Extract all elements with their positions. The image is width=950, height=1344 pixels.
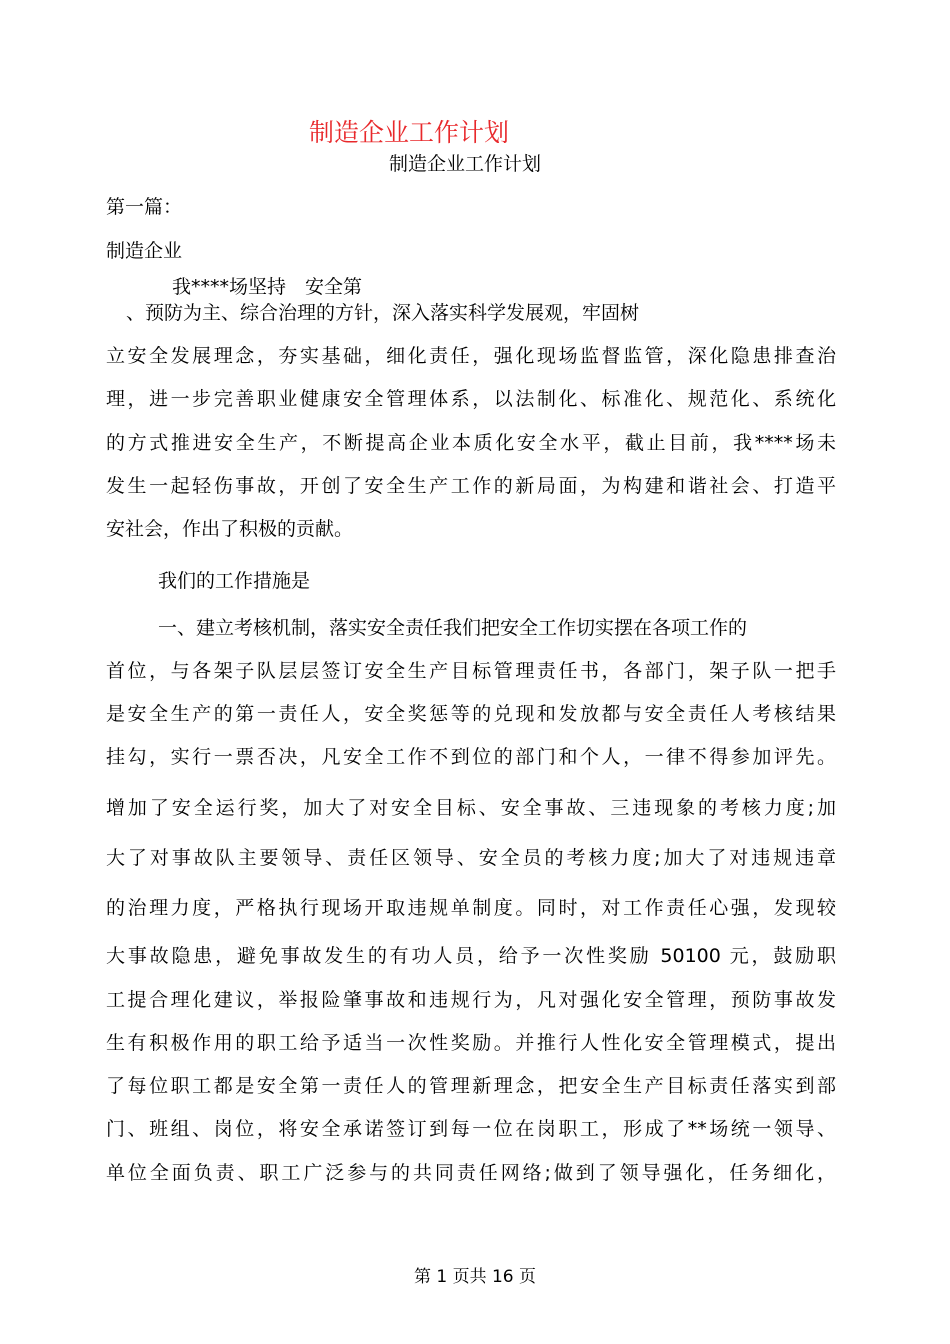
paragraph-line: 大事故隐患，避免事故发生的有功人员，给予一次性奖励 50100 元，鼓励职	[106, 945, 836, 967]
paragraph-line: 了每位职工都是安全第一责任人的管理新理念，把安全生产目标责任落实到部	[106, 1075, 836, 1097]
paragraph-line: 理，进一步完善职业健康安全管理体系，以法制化、标准化、规范化、系统化	[106, 388, 836, 410]
paragraph-line: 生有积极作用的职工给予适当一次性奖励。并推行人性化安全管理模式，提出	[106, 1032, 836, 1054]
paragraph-line: 我****场坚持 安全第	[172, 276, 363, 298]
document-title-red: 制造企业工作计划	[309, 118, 510, 147]
paragraph-line: 单位全面负责、职工广泛参与的共同责任网络;做到了领导强化，任务细化，	[106, 1162, 836, 1184]
paragraph-line: 立安全发展理念，夯实基础，细化责任，强化现场监督监管，深化隐患排查治	[106, 345, 836, 367]
section-heading: 第一篇：	[106, 196, 183, 218]
paragraph-line: 门、班组、岗位，将安全承诺签订到每一位在岗职工，形成了**场统一领导、	[106, 1118, 836, 1140]
paragraph-line: 增加了安全运行奖，加大了对安全目标、安全事故、三违现象的考核力度;加	[106, 797, 836, 819]
paragraph-line: 发生一起轻伤事故，开创了安全生产工作的新局面，为构建和谐社会、打造平	[106, 475, 836, 497]
document-title: 制造企业工作计划	[389, 153, 542, 175]
paragraph-line: 大了对事故队主要领导、责任区领导、安全员的考核力度;加大了对违规违章	[106, 847, 836, 869]
paragraph-line: 的治理力度，严格执行现场开取违规单制度。同时，对工作责任心强，发现较	[106, 897, 836, 919]
subtitle: 制造企业	[106, 240, 183, 262]
paragraph-line: 一、建立考核机制，落实安全责任我们把安全工作切实摆在各项工作的	[158, 617, 748, 639]
paragraph-line: 的方式推进安全生产，不断提高企业本质化安全水平，截止目前，我****场未	[106, 432, 836, 454]
paragraph-line: 安社会，作出了积极的贡献。	[106, 518, 354, 540]
paragraph-line: 首位，与各架子队层层签订安全生产目标管理责任书，各部门，架子队一把手	[106, 660, 836, 682]
paragraph-line: 工提合理化建议，举报险肇事故和违规行为，凡对强化安全管理，预防事故发	[106, 989, 836, 1011]
paragraph-line: 、预防为主、综合治理的方针，深入落实科学发展观，牢固树	[126, 302, 640, 324]
paragraph-line: 挂勾，实行一票否决，凡安全工作不到位的部门和个人，一律不得参加评先。	[106, 746, 836, 768]
paragraph-line: 我们的工作措施是	[158, 570, 311, 592]
paragraph-line: 是安全生产的第一责任人，安全奖惩等的兑现和发放都与安全责任人考核结果	[106, 703, 836, 725]
page-footer: 第 1 页共 16 页	[413, 1267, 537, 1287]
